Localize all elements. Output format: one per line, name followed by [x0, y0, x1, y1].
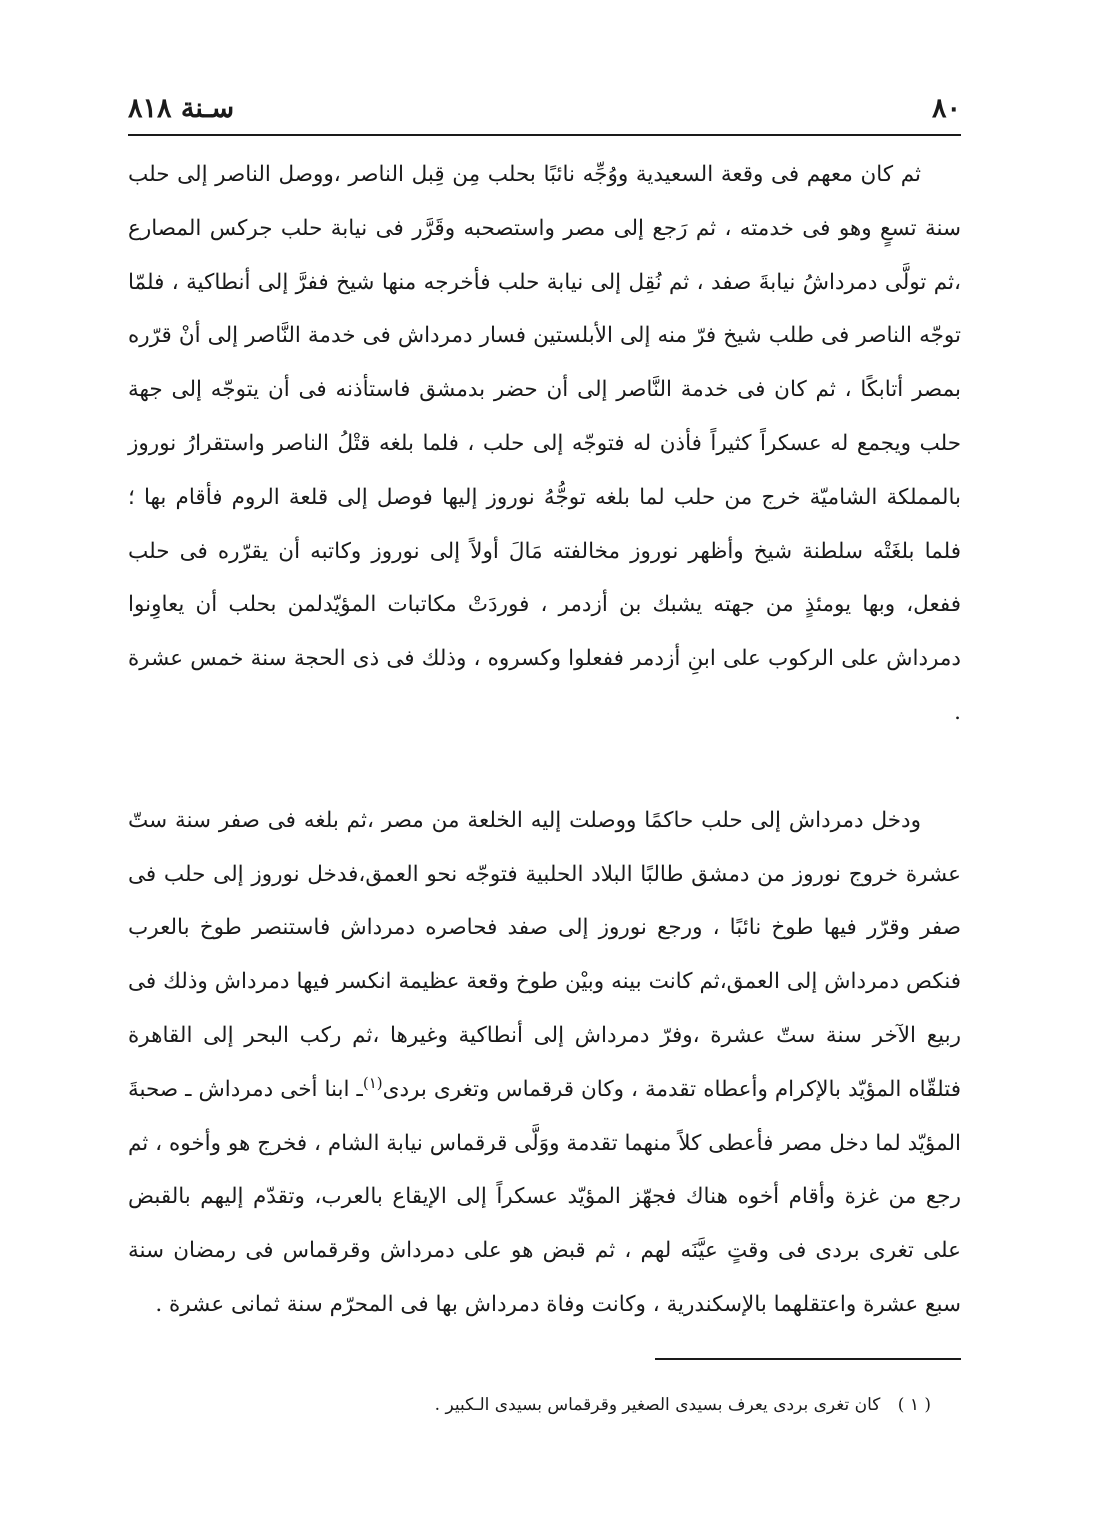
paragraph-2-text-a: ودخل دمرداش إلى حلب حاكمًا ووصلت إليه الخلعة من مصر ،ثم بلغه فى صفر سنة ستّ عشرة خروج نوروز من دمشق طالبًا البلاد الحلبية فتوجّه نحو العمق،فدخل نوروز إلى حلب فى صفر وقرّر فيها طوخ نائبًا ، ورجع نوروز إلى صفد فحاصره دمرداش فاستنصر طوخ بالعرب فنكص دمرداش إلى العمق،ثم كانت بينه وبيْن طوخ وقعة عظيمة انكسر فيها دمرداش وذلك فى ربيع الآخر سنة ستّ عشرة ،وفرّ دمرداش إلى أنطاكية وغيرها ،ثم ركب البحر إلى القاهرة فتلقّاه المؤيّد بالإكرام وأعطاه تقدمة ، وكان قرقماس وتغرى بردى — [128, 807, 961, 1102]
page-number: ٨٠ — [931, 92, 961, 124]
footnote-marker: (١) — [362, 1073, 383, 1092]
body-text — [128, 148, 961, 1332]
paragraph-2 — [128, 794, 961, 1332]
footnote — [128, 1388, 931, 1422]
footnote-text: كان تغرى بردى يعرف بسيدى الصغير وقرقماس بسيدى الـكبير . — [434, 1395, 881, 1415]
footnote-number: ( ١ ) — [897, 1395, 931, 1415]
paragraph-2-text-b: ـ ابنا أخى دمرداش ـ صحبةَ المؤيّد لما دخل مصر فأعطى كلاً منهما تقدمة ووَلَّى قرقماس نيابة الشام ، فخرج هو وأخوه ، ثم رجع من غزة وأقام أخوه هناك فجهّز المؤيّد عسكراً إلى الإيقاع بالعرب، وتقدّم إليهم بالقبض على تغرى بردى فى وقتٍ عيَّنَه لهم ، ثم قبض هو على دمرداش وقرقماس فى رمضان سنة سبع عشرة واعتقلهما بالإسكندرية ، وكانت وفاة دمرداش بها فى المحرّم سنة ثمانى عشرة . — [128, 1076, 961, 1317]
running-header — [128, 86, 961, 136]
paragraph-1: ثم كان معهم فى وقعة السعيدية ووُجِّه نائبًا بحلب مِن قِبل الناصر ،ووصل الناصر إلى حلب سنة تسعٍ وهو فى خدمته ، ثم رَجع إلى مصر واستصحبه وقَرَّر فى نيابة حلب جركس المصارع ،ثم تولَّى دمرداشُ نيابةَ صفد ، ثم نُقِل إلى نيابة حلب فأخرجه منها شيخ ففرَّ إلى أنطاكية ، فلمّا توجّه الناصر فى طلب شيخ فرّ منه إلى الأبلستين فسار دمرداش فى خدمة النَّاصر إلى أنْ قرّره بمصر أتابكًا ، ثم كان فى خدمة النَّاصر إلى أن حضر بدمشق فاستأذنه فى أن يتوجّه إلى جهة حلب ويجمع له عسكراً كثيراً فأذن له فتوجّه إلى حلب ، فلما بلغه قتْلُ الناصر واستقرارُ نوروز بالمملكة الشاميّة خرج من حلب لما بلغه توجُّهُ نوروز إليها فوصل إلى قلعة الروم فأقام بها ؛ فلما بلغَتْه سلطنة شيخ وأظهر نوروز مخالفته مَالَ أولاً إلى نوروز وكاتبه أن يقرّره فى حلب ففعل، وبها يومئذٍ من جهته يشبك بن أزدمر ، فوردَتْ مكاتبات المؤيّدلمن بحلب أن يعاوِنوا دمرداش على الركوب على ابنِ أزدمر ففعلوا وكسروه ، وذلك فى ذى الحجة سنة خمس عشرة . — [128, 162, 961, 725]
footnote-divider — [655, 1358, 961, 1360]
running-title: سـنة ٨١٨ — [128, 92, 235, 124]
